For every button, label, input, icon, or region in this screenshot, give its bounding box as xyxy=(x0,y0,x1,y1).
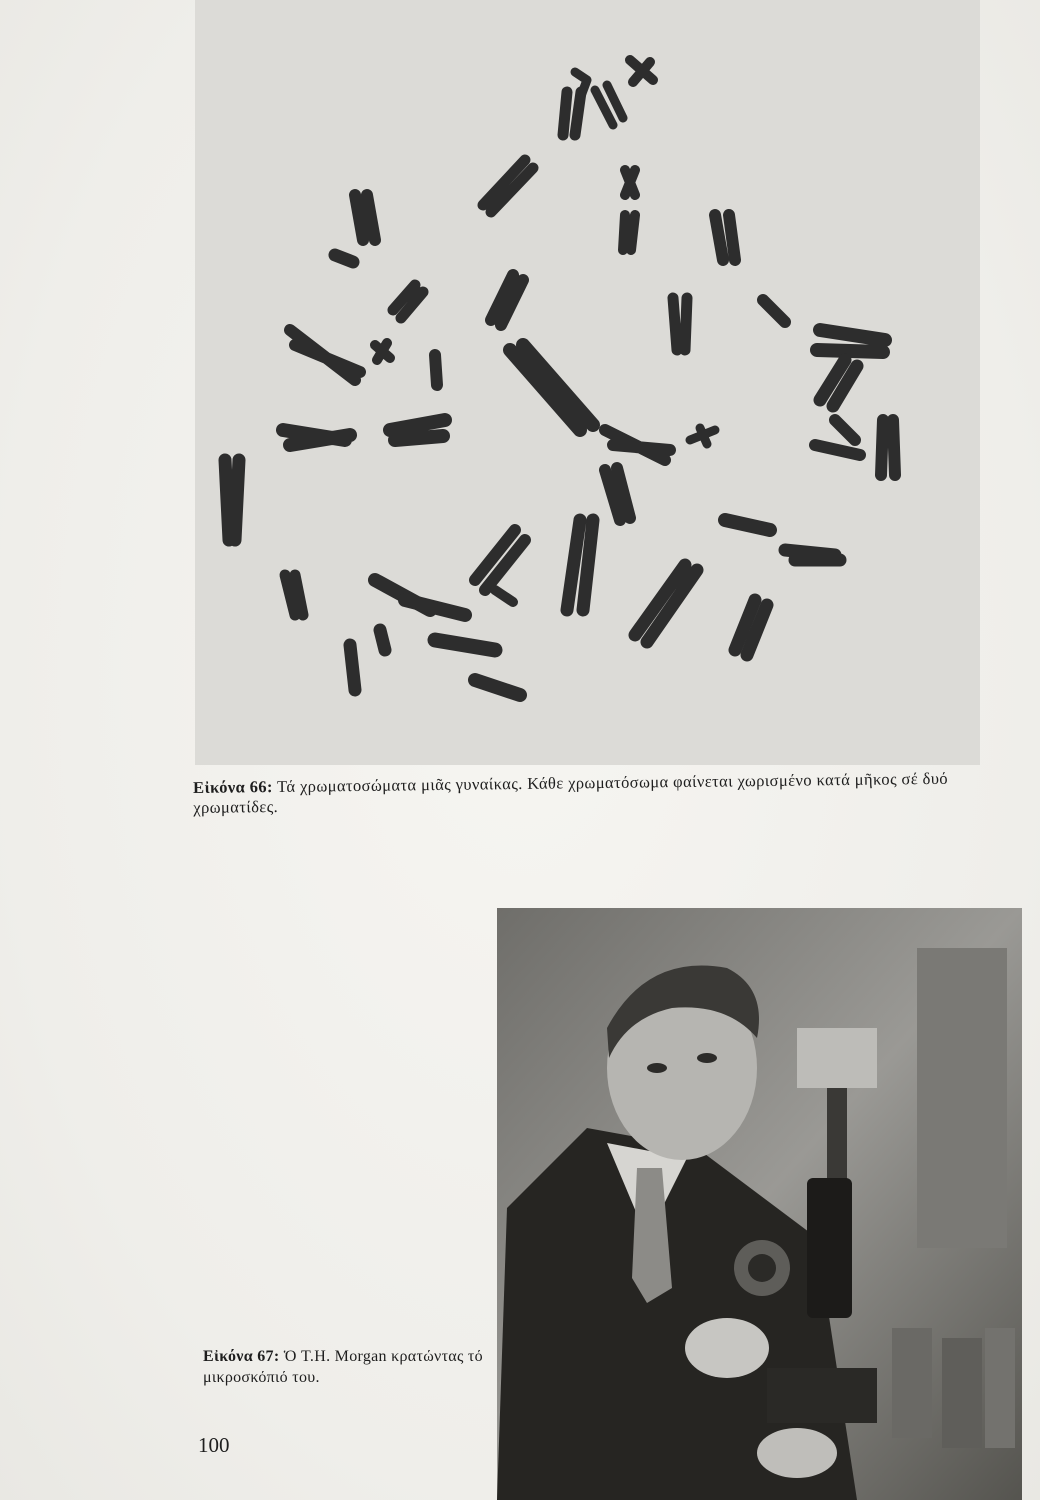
figure-67-caption xyxy=(203,1346,493,1388)
figure-67-text: Ὁ T.H. Morgan κρατώντας τό μικροσκόπιό του. xyxy=(203,1348,483,1386)
figure-67-label: Εἰκόνα 67: xyxy=(203,1348,280,1365)
morgan-photograph xyxy=(497,908,1022,1500)
figure-66-label: Εἰκόνα 66: xyxy=(193,777,273,797)
figure-66-text: Τά χρωματοσώματα μιᾶς γυναίκας. Κάθε χρωματόσωμα φαίνεται χωρισμένο κατά μῆκος σέ δυό χρωματίδες. xyxy=(193,768,949,817)
page-number: 100 xyxy=(198,1433,230,1457)
chromosome-micrograph xyxy=(195,0,980,765)
